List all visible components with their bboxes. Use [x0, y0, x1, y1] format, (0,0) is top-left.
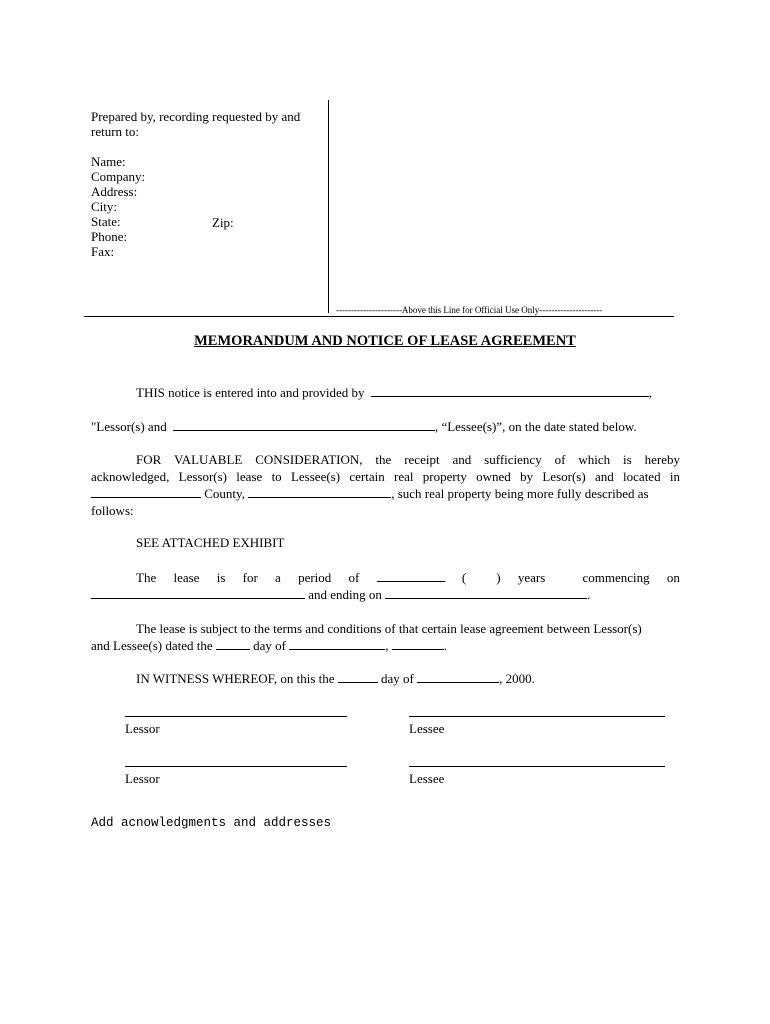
- fax-label: Fax:: [91, 244, 115, 259]
- witness-month-blank[interactable]: [417, 670, 499, 683]
- commencing-text: commencing: [582, 570, 650, 585]
- term-number-paren: [462, 569, 501, 586]
- lessor-signature-line-1[interactable]: [125, 716, 347, 717]
- lessee-definition-text: , “Lessee(s)”, on the date stated below.: [434, 419, 637, 434]
- document-title-text: MEMORANDUM AND NOTICE OF LEASE AGREEMENT: [194, 333, 576, 349]
- subject-paragraph: [91, 620, 680, 654]
- official-use-rule: [84, 316, 674, 317]
- lessee-label-2: Lessee: [409, 771, 445, 786]
- state-blank[interactable]: [248, 485, 391, 498]
- follows-text: follows:: [91, 503, 134, 518]
- dated-the-text: and Lessee(s) dated the: [91, 638, 213, 653]
- lessee-signature-line-1[interactable]: [409, 716, 665, 717]
- lessor-and-text: "Lessor(s) and: [91, 419, 167, 434]
- agreement-day-of-text: day of: [253, 638, 286, 653]
- zip-label: Zip:: [212, 215, 234, 230]
- term-period: .: [587, 587, 591, 602]
- witness-year-text: , 2000.: [499, 671, 535, 686]
- term-word: lease: [173, 570, 200, 585]
- document-title: [0, 333, 770, 350]
- exhibit-reference: SEE ATTACHED EXHIBIT: [136, 535, 285, 550]
- lessee-paragraph: [91, 418, 680, 435]
- notice-text: THIS notice is entered into and provided by: [136, 385, 365, 400]
- years-text: years: [517, 570, 546, 585]
- lessor-label-2: Lessor: [125, 771, 160, 786]
- name-label: Name:: [91, 154, 126, 169]
- agreement-day-blank[interactable]: [216, 637, 250, 650]
- lease-term-line-1: [136, 569, 680, 586]
- term-words-blank[interactable]: [377, 569, 445, 582]
- address-label: Address:: [91, 184, 138, 199]
- county-text: County,: [204, 486, 245, 501]
- acknowledgments-note: Add acnowledgments and addresses: [91, 816, 332, 830]
- prepared-by-block: [91, 109, 300, 259]
- notice-comma: ,: [648, 385, 653, 400]
- paren-open: (: [461, 570, 467, 585]
- term-word: is: [216, 570, 226, 585]
- lessee-name-blank[interactable]: [173, 418, 435, 431]
- commencement-date-blank[interactable]: [91, 586, 305, 599]
- witness-text: IN WITNESS WHEREOF, on this the: [136, 671, 335, 686]
- paren-close: ): [496, 570, 501, 585]
- county-blank[interactable]: [91, 485, 201, 498]
- witness-day-blank[interactable]: [338, 670, 378, 683]
- prepared-by-text: Prepared by, recording requested by and: [91, 109, 301, 124]
- described-as-text: , such real property being more fully described as: [391, 486, 649, 501]
- agreement-month-blank[interactable]: [289, 637, 385, 650]
- ending-on-text: and ending on: [308, 587, 382, 602]
- term-word: period: [298, 570, 332, 585]
- lessee-signature-line-2[interactable]: [409, 766, 665, 767]
- official-use-line: ----------------------Above this Line for Official Use Only---------------------: [336, 305, 603, 315]
- agreement-year-blank[interactable]: [392, 637, 444, 650]
- subject-line-2: [91, 637, 680, 654]
- return-to-text: return to:: [91, 124, 140, 139]
- company-label: Company:: [91, 169, 146, 184]
- lessee-label-1: Lessee: [409, 721, 445, 736]
- notice-paragraph: [91, 384, 680, 401]
- lessor-label-1: Lessor: [125, 721, 160, 736]
- term-word: for: [242, 570, 258, 585]
- ending-date-blank[interactable]: [385, 586, 587, 599]
- state-label: State:: [91, 214, 121, 229]
- on-text: on: [666, 570, 680, 585]
- term-word: The: [136, 570, 157, 585]
- consideration-line-2: acknowledged, Lessor(s) lease to Lessee(s) certain real property owned by Lesor(s) and located in: [91, 469, 680, 484]
- phone-label: Phone:: [91, 229, 128, 244]
- lessor-signature-line-2[interactable]: [125, 766, 347, 767]
- city-label: City:: [91, 199, 118, 214]
- witness-day-of-text: day of: [381, 671, 414, 686]
- agreement-comma: ,: [385, 638, 389, 653]
- subject-line-1: The lease is subject to the terms and conditions of that certain lease agreement between Lessor(s): [136, 621, 642, 636]
- consideration-line-1: FOR VALUABLE CONSIDERATION, the receipt and sufficiency of which is hereby: [136, 452, 680, 467]
- agreement-period: .: [443, 638, 447, 653]
- recording-box-divider: [328, 100, 329, 313]
- consideration-paragraph: [91, 451, 680, 519]
- lessor-name-blank[interactable]: [371, 384, 649, 397]
- consideration-line-3: [91, 485, 680, 502]
- term-word: a: [275, 570, 281, 585]
- witness-paragraph: [136, 670, 680, 687]
- term-word: of: [348, 570, 360, 585]
- lease-term-line-2: [91, 586, 680, 603]
